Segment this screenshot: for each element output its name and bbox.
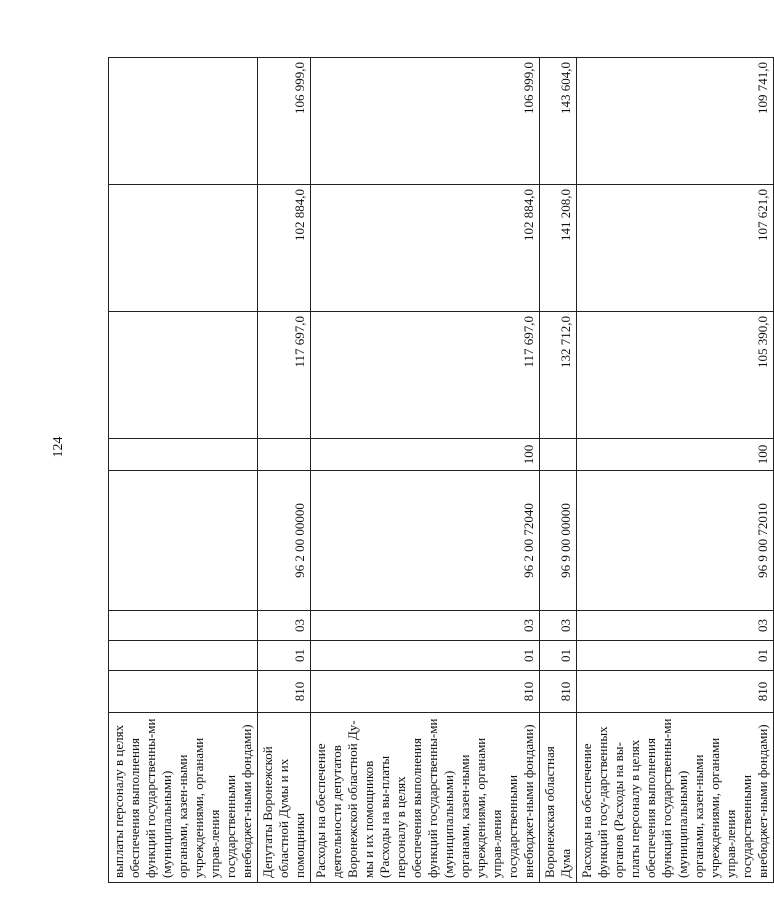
amount-year-2 xyxy=(109,185,258,312)
ved-code xyxy=(109,671,258,713)
ved-code: 810 xyxy=(577,671,774,713)
section-code xyxy=(109,641,258,671)
row-name: выплаты персоналу в целях обеспечения выполнения функций государственны-ми (муниципальными) органами, казен-ными учреждениями, органами управ-ления государственными внебюджет-ными фондами) xyxy=(109,713,258,883)
amount-year-1: 132 712,0 xyxy=(540,312,577,439)
section-code: 01 xyxy=(258,641,311,671)
section-code: 01 xyxy=(540,641,577,671)
subsection-code: 03 xyxy=(258,611,311,641)
amount-year-2: 107 621,0 xyxy=(577,185,774,312)
amount-year-1 xyxy=(109,312,258,439)
section-code: 01 xyxy=(311,641,540,671)
expense-type-code xyxy=(109,439,258,471)
ved-code: 810 xyxy=(540,671,577,713)
subsection-code xyxy=(109,611,258,641)
amount-year-1: 105 390,0 xyxy=(577,312,774,439)
subsection-code: 03 xyxy=(540,611,577,641)
target-article-code xyxy=(109,471,258,611)
expense-type-code: 100 xyxy=(311,439,540,471)
amount-year-1: 117 697,0 xyxy=(258,312,311,439)
subsection-code: 03 xyxy=(577,611,774,641)
budget-table-container xyxy=(108,57,774,883)
amount-year-3: 106 999,0 xyxy=(258,58,311,185)
amount-year-3 xyxy=(109,58,258,185)
target-article-code: 96 2 00 72040 xyxy=(311,471,540,611)
subsection-code: 03 xyxy=(311,611,540,641)
budget-table xyxy=(108,57,774,883)
expense-type-code: 100 xyxy=(577,439,774,471)
amount-year-2: 102 884,0 xyxy=(258,185,311,312)
target-article-code: 96 2 00 00000 xyxy=(258,471,311,611)
amount-year-2: 141 208,0 xyxy=(540,185,577,312)
table-row xyxy=(258,58,311,883)
amount-year-3: 106 999,0 xyxy=(311,58,540,185)
table-row xyxy=(577,58,774,883)
row-name: Расходы на обеспечение функций госу-дарственных органов (Расходы на вы-платы персоналу в целях обеспечения выполнения функций государственны-ми (муниципальными) органами, казен-ными учреждениями, органами управ-ления государственными внебюджет-ными фондами) xyxy=(577,713,774,883)
amount-year-3: 143 604,0 xyxy=(540,58,577,185)
table-row xyxy=(540,58,577,883)
row-name: Воронежская областная Дума xyxy=(540,713,577,883)
row-name: Расходы на обеспечение деятельности депутатов Воронежской областной Ду-мы и их помощников (Расходы на вы-платы персоналу в целях обеспечения выполнения функций государственны-ми (муниципальными) органами, казен-ными учреждениями, органами управ-ления государственными внебюджет-ными фондами) xyxy=(311,713,540,883)
amount-year-1: 117 697,0 xyxy=(311,312,540,439)
expense-type-code xyxy=(258,439,311,471)
target-article-code: 96 9 00 00000 xyxy=(540,471,577,611)
amount-year-3: 109 741,0 xyxy=(577,58,774,185)
section-code: 01 xyxy=(577,641,774,671)
table-row xyxy=(311,58,540,883)
amount-year-2: 102 884,0 xyxy=(311,185,540,312)
page-number: 124 xyxy=(51,436,66,458)
table-row xyxy=(109,58,258,883)
ved-code: 810 xyxy=(311,671,540,713)
expense-type-code xyxy=(540,439,577,471)
target-article-code: 96 9 00 72010 xyxy=(577,471,774,611)
row-name: Депутаты Воронежской областной Думы и их помощники xyxy=(258,713,311,883)
ved-code: 810 xyxy=(258,671,311,713)
